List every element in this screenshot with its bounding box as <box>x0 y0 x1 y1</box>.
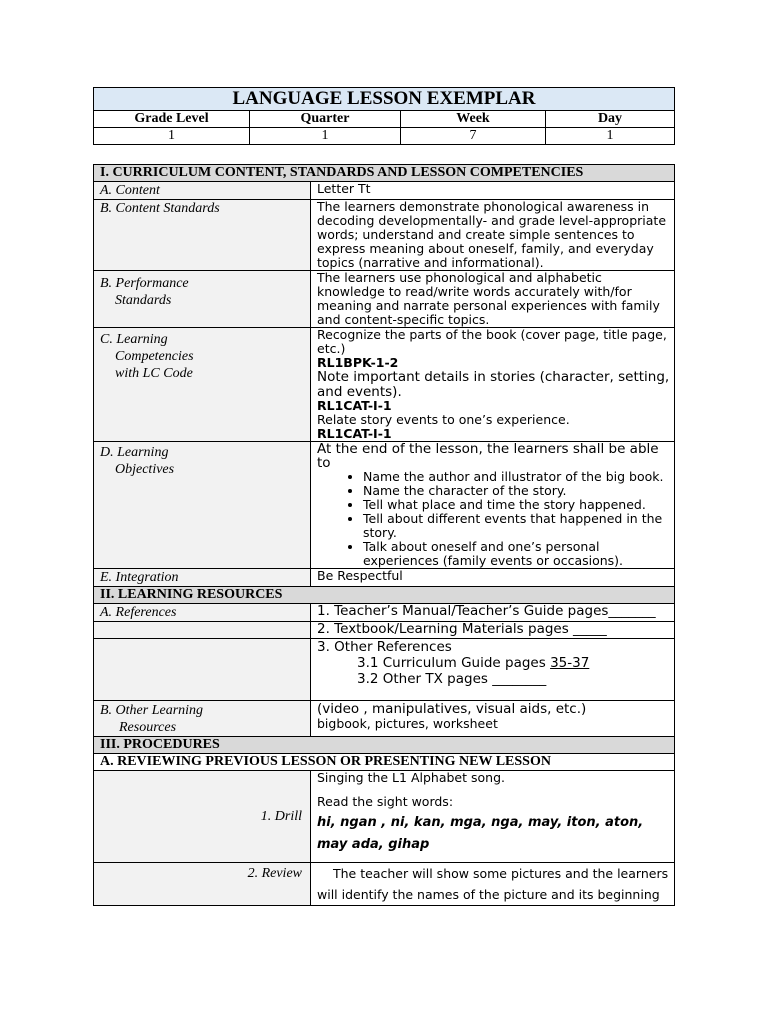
objective-item: • Tell about different events that happened in the story. <box>363 512 670 540</box>
quarter-value: 1 <box>250 128 401 145</box>
grade-level-header: Grade Level <box>94 111 250 128</box>
curriculum-guide-label: 3.1 Curriculum Guide pages <box>357 655 551 671</box>
reference-other-tx: 3.2 Other TX pages ________ <box>357 671 547 687</box>
other-resources-label-line-1: B. Other Learning <box>100 703 204 718</box>
lc-code-1: RL1BPK-1-2 <box>317 355 399 370</box>
competency-1: Recognize the parts of the book (cover page, title page, etc.) <box>317 327 667 356</box>
content-label: A. Content <box>94 182 311 200</box>
content-standards-label: B. Content Standards <box>94 200 311 271</box>
content-standards-value: The learners demonstrate phonological awareness in decoding developmentally- and grade level-appropriate words; understand and create simple sentences to express meaning about oneself, family, and everyday topics (narrative and informational). <box>311 200 675 271</box>
reference-textbook: 2. Textbook/Learning Materials pages _____ <box>311 622 675 639</box>
lc-code-2: RL1CAT-I-1 <box>317 398 392 413</box>
reference-curriculum-guide <box>317 655 674 671</box>
other-learning-resources-label <box>94 701 311 737</box>
objectives-intro: At the end of the lesson, the learners shall be able to <box>317 441 659 471</box>
day-value: 1 <box>546 128 675 145</box>
competencies-label-line-3: with LC Code <box>115 366 193 381</box>
section-curriculum-heading: I. CURRICULUM CONTENT, STANDARDS AND LESSON COMPETENCIES <box>94 165 675 182</box>
objective-item: • Name the author and illustrator of the big book. <box>363 470 670 484</box>
objectives-list <box>317 470 670 568</box>
learning-competencies-value <box>311 328 675 442</box>
lesson-header-table <box>93 87 675 145</box>
week-header: Week <box>401 111 546 128</box>
other-learning-resources-value <box>311 701 675 737</box>
section-procedures-heading: III. PROCEDURES <box>94 737 675 754</box>
reference-teachers-manual: 1. Teacher’s Manual/Teacher’s Guide pages_______ <box>311 604 675 622</box>
drill-value <box>311 771 675 863</box>
learning-objectives-label <box>94 442 311 569</box>
document-title: LANGUAGE LESSON EXEMPLAR <box>94 88 675 111</box>
sight-words: hi, ngan , ni, kan, mga, nga, may, iton, aton, may ada, gihap <box>317 815 644 852</box>
grade-level-value: 1 <box>94 128 250 145</box>
week-value: 7 <box>401 128 546 145</box>
drill-label: 1. Drill <box>94 771 311 863</box>
drill-sight-words-intro: Read the sight words: <box>317 794 454 809</box>
competencies-label-line-2: Competencies <box>115 349 194 364</box>
review-label: 2. Review <box>94 863 311 906</box>
reviewing-previous-lesson-heading: A. REVIEWING PREVIOUS LESSON OR PRESENTING NEW LESSON <box>94 754 675 771</box>
section-learning-resources-heading: II. LEARNING RESOURCES <box>94 587 675 604</box>
objective-item: • Tell what place and time the story happened. <box>363 498 670 512</box>
other-resources-list: bigbook, pictures, worksheet <box>317 716 498 731</box>
other-resources-note: (video , manipulatives, visual aids, etc.) <box>317 701 587 717</box>
curriculum-guide-pages: 35-37 <box>550 655 590 671</box>
references-label: A. References <box>94 604 311 622</box>
lc-code-3: RL1CAT-I-1 <box>317 426 392 441</box>
day-header: Day <box>546 111 675 128</box>
performance-label-line-2: Standards <box>115 293 172 308</box>
learning-objectives-value <box>311 442 675 569</box>
performance-standards-label <box>94 271 311 328</box>
objectives-label-line-2: Objectives <box>115 462 175 477</box>
drill-alphabet-song: Singing the L1 Alphabet song. <box>317 770 505 785</box>
reference-other: 3. Other References <box>317 639 452 655</box>
lesson-plan-table <box>93 164 675 906</box>
competency-2: Note important details in stories (character, setting, and events). <box>317 369 670 400</box>
performance-label-line-1: B. Performance <box>100 276 189 291</box>
competencies-label-line-1: C. Learning <box>100 332 168 347</box>
learning-competencies-label <box>94 328 311 442</box>
other-references-value <box>311 639 675 701</box>
objectives-label-line-1: D. Learning <box>100 445 169 460</box>
performance-standards-value: The learners use phonological and alphabetic knowledge to read/write words accurately with/for meaning and narrate personal experiences with family and content-specific topics. <box>311 271 675 328</box>
integration-label: E. Integration <box>94 569 311 587</box>
quarter-header: Quarter <box>250 111 401 128</box>
competency-3: Relate story events to one’s experience. <box>317 412 570 427</box>
references-label-blank <box>94 622 311 639</box>
other-resources-label-line-2: Resources <box>119 720 177 735</box>
objective-item: • Name the character of the story. <box>363 484 670 498</box>
review-value: The teacher will show some pictures and the learners will identify the names of the picture and its beginning <box>311 863 675 906</box>
objective-item: • Talk about oneself and one’s personal experiences (family events or occasions). <box>363 540 670 568</box>
content-value: Letter Tt <box>311 182 675 200</box>
integration-value: Be Respectful <box>311 569 675 587</box>
other-references-label-blank <box>94 639 311 701</box>
